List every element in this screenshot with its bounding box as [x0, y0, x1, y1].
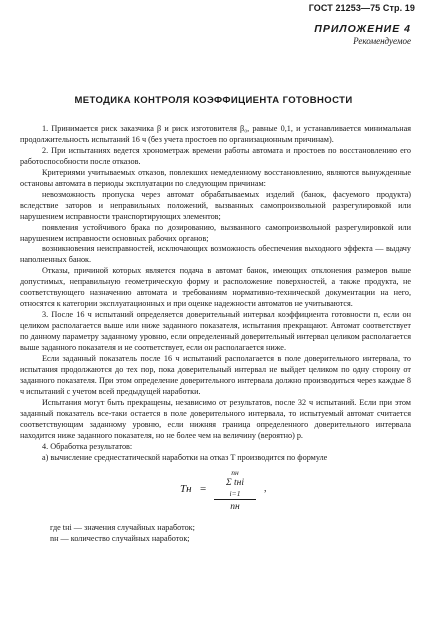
- paragraph: Испытания могут быть прекращены, независимо от результатов, после 32 ч испытаний. Если при этом заданный показатель все-таки остается в поле доверительного интервала, то испытуемый автомат считается соответствующим заданному уровню, если нижняя граница определенного доверительного интервала находится ниже заданного показателя, но не более чем на величину (вероятно) р.: [20, 397, 411, 440]
- paragraph: возникновения неисправностей, исключающих возможность обеспечения выходного эффекта — выдачу наполненных банок.: [20, 244, 411, 265]
- paragraph: Отказы, причиной которых является подача в автомат банок, имеющих отклонения размеров выше допустимых, неправильную геометрическую форму и расположение поверхностей, а также продукта, не соответствующего назначению автомата и требованиям нормативно-технической документации на него, относятся к категории эксплуатационных и при оценке надежности автоматов не учитываются.: [20, 266, 411, 309]
- appendix-status: Рекомендуемое: [353, 36, 411, 46]
- definition-item: nн — количество случайных наработок;: [50, 534, 190, 544]
- appendix-label: ПРИЛОЖЕНИЕ 4: [314, 23, 411, 35]
- formula-fraction: [214, 468, 256, 513]
- paragraph: Критериями учитываемых отказов, повлекших немедленному восстановлению, являются вынужденные остановы автомата в периоды эксплуатации по следующим причинам:: [20, 167, 411, 188]
- formula-definitions: [20, 522, 411, 545]
- paragraph: 2. При испытаниях ведется хронометраж времени работы автомата и простоев по восстановлению его работоспособности после отказов.: [20, 145, 411, 166]
- paragraph: невозможность пропуска через автомат обрабатываемых изделий (банок, фасуемого продукта) вследствие заторов и неправильных положений, вызванных самопроизвольной разрегулировкой или нарушением исправности транспортирующих элементов;: [20, 189, 411, 221]
- mtbf-formula: [20, 466, 411, 514]
- appendix-block: [314, 23, 411, 46]
- formula-lhs: Tн: [180, 482, 192, 495]
- formula-trailing: ,: [264, 482, 267, 494]
- paragraph: 3. После 16 ч испытаний определяется доверительный интервал коэффициента готовности п, если он целиком располагается выше или ниже заданного показателя, испытания прекращают. Автомат соответствует по данному параметру заданному уровню, если определенный доверительный интервал целиком располагается выше заданного показателя и не соответствует, если он располагается ниже.: [20, 310, 411, 353]
- formula-denominator: nн: [230, 501, 240, 512]
- formula-sum-upper: nн: [231, 467, 239, 477]
- formula-equals: =: [200, 482, 207, 495]
- paragraph: 1. Принимается риск заказчика β и риск изготовителя β₀, равные 0,1, и устанавливается минимальная продолжительность испытаний 16 ч (без учета простоев по организационным причинам).: [20, 124, 411, 144]
- formula-sum-lower: i=1: [229, 488, 241, 498]
- paragraph: Если заданный показатель после 16 ч испытаний располагается в поле доверительного интервала, то испытания продолжаются до тех пор, пока доверительный интервал не выйдет целиком по одну сторону от заданного показателя. При этом определение доверительного интервала должно производиться через каждые 8 ч испытаний с учетом всей предыдущей наработки.: [20, 354, 411, 396]
- paragraph: 4. Обработка результатов:: [42, 441, 133, 451]
- document-body: [20, 124, 411, 545]
- fraction-bar: [214, 499, 256, 500]
- document-title: МЕТОДИКА КОНТРОЛЯ КОЭФФИЦИЕНТА ГОТОВНОСТИ: [74, 95, 353, 106]
- definition-item: где tнi — значения случайных наработок;: [50, 522, 195, 532]
- standard-header: ГОСТ 21253—75 Стр. 19: [308, 3, 415, 13]
- paragraph: а) вычисление среднестатической наработки на отказ T производится по формуле: [42, 452, 328, 462]
- formula-numerator: Σ tнi: [225, 477, 244, 488]
- paragraph: появления устойчивого брака по дозированию, вызванного самопроизвольной разрегулировкой или нарушением исправности основных рабочих органов;: [20, 222, 411, 243]
